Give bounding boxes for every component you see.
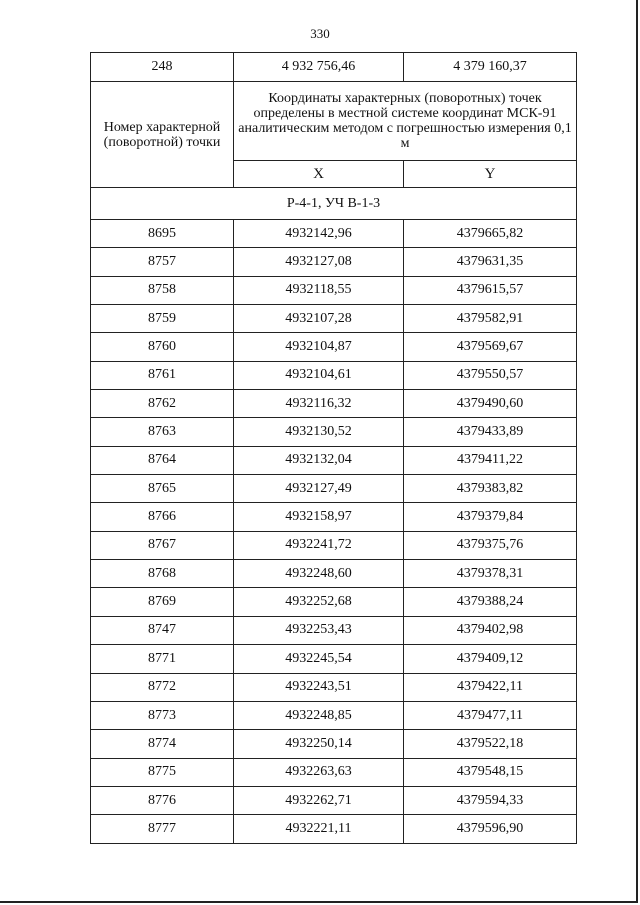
table-row bbox=[91, 645, 577, 673]
table-row bbox=[91, 361, 577, 389]
header-row bbox=[91, 82, 577, 161]
x-cell: 4932118,55 bbox=[234, 276, 404, 304]
x-cell: 4932132,04 bbox=[234, 446, 404, 474]
table-row bbox=[91, 758, 577, 786]
point-cell: 8765 bbox=[91, 475, 234, 503]
point-cell: 8772 bbox=[91, 673, 234, 701]
point-cell: 8763 bbox=[91, 418, 234, 446]
section-row bbox=[91, 188, 577, 220]
x-cell: 4932241,72 bbox=[234, 531, 404, 559]
table-row bbox=[91, 390, 577, 418]
point-cell: 8760 bbox=[91, 333, 234, 361]
point-cell: 8767 bbox=[91, 531, 234, 559]
table-row bbox=[91, 53, 577, 82]
point-cell: 8777 bbox=[91, 815, 234, 843]
y-cell: 4379490,60 bbox=[404, 390, 577, 418]
x-cell: 4932250,14 bbox=[234, 730, 404, 758]
point-cell: 8769 bbox=[91, 588, 234, 616]
table-row bbox=[91, 305, 577, 333]
point-cell: 8757 bbox=[91, 248, 234, 276]
table-row bbox=[91, 588, 577, 616]
point-cell: 8758 bbox=[91, 276, 234, 304]
y-cell: 4379550,57 bbox=[404, 361, 577, 389]
x-cell: 4932127,49 bbox=[234, 475, 404, 503]
point-cell: 8771 bbox=[91, 645, 234, 673]
table-row bbox=[91, 701, 577, 729]
point-cell: 8766 bbox=[91, 503, 234, 531]
x-cell: 4932263,63 bbox=[234, 758, 404, 786]
table-row bbox=[91, 475, 577, 503]
y-cell: 4379411,22 bbox=[404, 446, 577, 474]
x-cell: 4932116,32 bbox=[234, 390, 404, 418]
y-cell: 4379594,33 bbox=[404, 786, 577, 814]
y-cell: 4379631,35 bbox=[404, 248, 577, 276]
table-row bbox=[91, 616, 577, 644]
point-number-header: Номер характерной (поворотной) точки bbox=[91, 82, 234, 188]
y-header: Y bbox=[404, 161, 577, 188]
table-row bbox=[91, 815, 577, 843]
x-cell: 4932245,54 bbox=[234, 645, 404, 673]
point-cell: 8762 bbox=[91, 390, 234, 418]
x-cell: 4932130,52 bbox=[234, 418, 404, 446]
x-cell: 4932107,28 bbox=[234, 305, 404, 333]
point-cell: 8775 bbox=[91, 758, 234, 786]
y-cell: 4379522,18 bbox=[404, 730, 577, 758]
x-cell: 4932158,97 bbox=[234, 503, 404, 531]
y-cell: 4379548,15 bbox=[404, 758, 577, 786]
point-cell: 8768 bbox=[91, 560, 234, 588]
x-cell: 4932127,08 bbox=[234, 248, 404, 276]
point-cell: 248 bbox=[91, 53, 234, 82]
point-cell: 8774 bbox=[91, 730, 234, 758]
point-cell: 8747 bbox=[91, 616, 234, 644]
table-row bbox=[91, 531, 577, 559]
x-cell: 4932248,60 bbox=[234, 560, 404, 588]
point-cell: 8695 bbox=[91, 220, 234, 248]
y-cell: 4379665,82 bbox=[404, 220, 577, 248]
point-cell: 8759 bbox=[91, 305, 234, 333]
y-cell: 4379582,91 bbox=[404, 305, 577, 333]
table-row bbox=[91, 248, 577, 276]
table-row bbox=[91, 446, 577, 474]
x-cell: 4932104,61 bbox=[234, 361, 404, 389]
point-cell: 8761 bbox=[91, 361, 234, 389]
y-cell: 4379402,98 bbox=[404, 616, 577, 644]
y-cell: 4379378,31 bbox=[404, 560, 577, 588]
coordinates-table bbox=[90, 52, 577, 844]
point-cell: 8776 bbox=[91, 786, 234, 814]
y-cell: 4379409,12 bbox=[404, 645, 577, 673]
point-cell: 8773 bbox=[91, 701, 234, 729]
y-cell: 4379383,82 bbox=[404, 475, 577, 503]
y-cell: 4379615,57 bbox=[404, 276, 577, 304]
section-title: Р-4-1, УЧ В-1-3 bbox=[91, 188, 577, 220]
y-cell: 4379388,24 bbox=[404, 588, 577, 616]
y-cell: 4379477,11 bbox=[404, 701, 577, 729]
x-cell: 4932104,87 bbox=[234, 333, 404, 361]
y-cell: 4 379 160,37 bbox=[404, 53, 577, 82]
table-row bbox=[91, 786, 577, 814]
x-cell: 4932142,96 bbox=[234, 220, 404, 248]
table-row bbox=[91, 730, 577, 758]
table-row bbox=[91, 503, 577, 531]
x-cell: 4932253,43 bbox=[234, 616, 404, 644]
x-cell: 4932262,71 bbox=[234, 786, 404, 814]
y-cell: 4379379,84 bbox=[404, 503, 577, 531]
y-cell: 4379422,11 bbox=[404, 673, 577, 701]
x-cell: 4 932 756,46 bbox=[234, 53, 404, 82]
y-cell: 4379433,89 bbox=[404, 418, 577, 446]
y-cell: 4379596,90 bbox=[404, 815, 577, 843]
y-cell: 4379375,76 bbox=[404, 531, 577, 559]
page-number: 330 bbox=[310, 26, 330, 41]
table-row bbox=[91, 333, 577, 361]
coordinates-header: Координаты характерных (поворотных) точек определены в местной системе координат МСК-91 аналитическим методом с погрешностью измерения 0,1 м bbox=[234, 82, 577, 161]
table-row bbox=[91, 673, 577, 701]
x-cell: 4932252,68 bbox=[234, 588, 404, 616]
table-row bbox=[91, 418, 577, 446]
point-cell: 8764 bbox=[91, 446, 234, 474]
x-cell: 4932243,51 bbox=[234, 673, 404, 701]
table-row bbox=[91, 276, 577, 304]
x-header: X bbox=[234, 161, 404, 188]
y-cell: 4379569,67 bbox=[404, 333, 577, 361]
x-cell: 4932221,11 bbox=[234, 815, 404, 843]
table-row bbox=[91, 220, 577, 248]
x-cell: 4932248,85 bbox=[234, 701, 404, 729]
table-row bbox=[91, 560, 577, 588]
